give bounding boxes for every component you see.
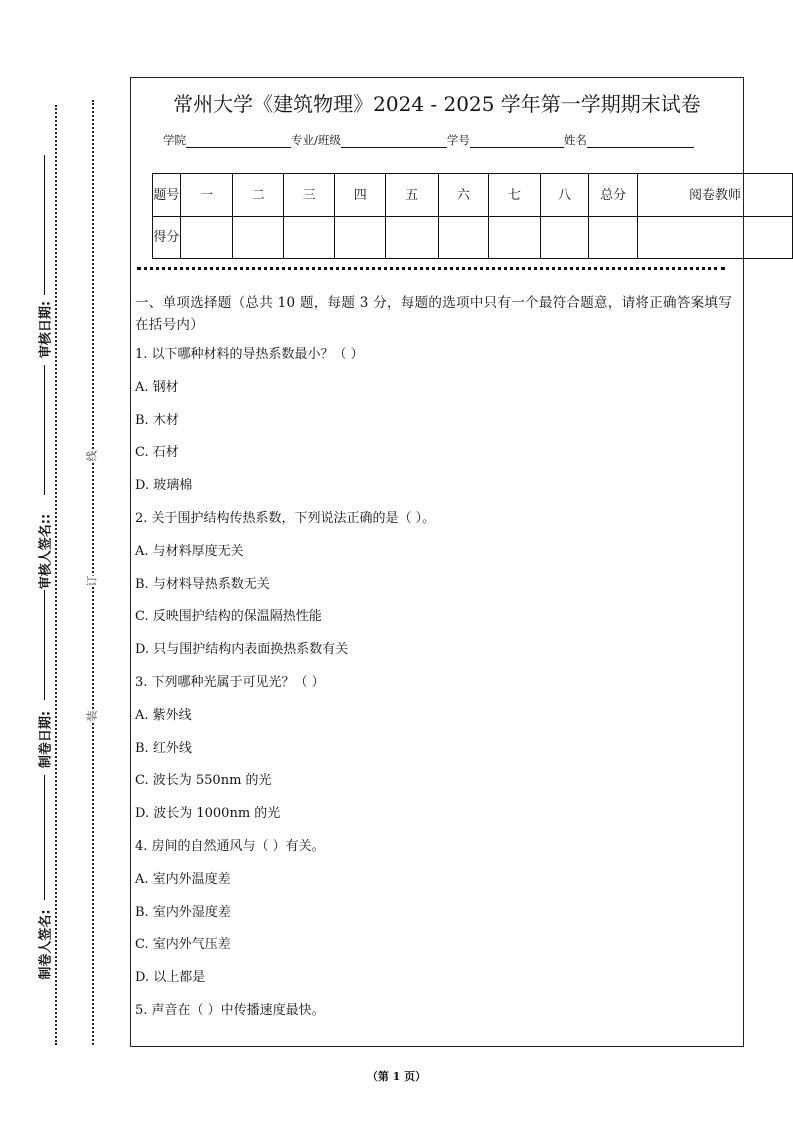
student-id-label: 学号 [446,133,470,147]
score-cell[interactable] [589,217,638,259]
college-label: 学院 [163,133,186,147]
header-cell: 六 [438,174,489,217]
review-date-label: 审核日期: [38,300,54,359]
row-label: 得分 [153,217,181,259]
question-item: 5. 声音在（ ）中传播速度最快。 [135,1002,325,1018]
student-id-field[interactable] [470,133,564,148]
major-label: 专业/班级 [291,133,341,147]
preparation-date-label: 制卷日期: [38,710,54,769]
binding-mark-staple: 订 [85,575,99,587]
answer-option: C. 反映围护结构的保温隔热性能 [135,609,322,625]
signature-underline [44,775,45,900]
header-cell: 题号 [153,174,181,217]
score-cell[interactable] [233,217,284,259]
binding-mark-line: 线 [85,450,99,462]
preparer-signature-label: 制卷人签名: [38,909,54,980]
student-info [163,132,694,148]
header-cell: 八 [540,174,589,217]
signature-underline [44,365,45,495]
question-list [135,344,735,1033]
signature-underline [44,155,45,295]
answer-option: C. 石材 [135,445,179,461]
question-item: 3. 下列哪种光属于可见光？（ ） [135,674,325,690]
signature-underline [44,590,45,700]
score-cell[interactable] [386,217,439,259]
answer-option: D. 玻璃棉 [135,478,193,494]
answer-option: D. 只与围护结构内表面换热系数有关 [135,642,349,658]
binding-mark-bind: 装 [85,710,99,722]
major-field[interactable] [341,133,447,148]
answer-option: A. 与材料厚度无关 [135,543,244,559]
margin-dotted-line [55,105,57,1045]
name-label: 姓名 [563,133,587,147]
answer-option: C. 波长为 550nm 的光 [135,773,272,789]
name-field[interactable] [587,133,694,148]
reviewer-signature-label: 审核人签名:: [38,513,54,590]
college-field[interactable] [186,133,291,148]
question-item: 1. 以下哪种材料的导热系数最小？（ ） [135,347,364,362]
score-cell[interactable] [637,217,792,259]
answer-option: C. 室内外气压差 [135,937,231,953]
section-heading: 一、单项选择题（总共 10 题，每题 3 分，每题的选项中只有一个最符合题意，请将正确答案填写在括号内） [135,295,733,333]
page-number: （第 1 页） [366,1070,427,1083]
score-cell[interactable] [283,217,335,259]
header-cell: 总分 [589,174,638,217]
answer-option: B. 与材料导热系数无关 [135,576,270,592]
exam-title: 常州大学《建筑物理》2024 - 2025 学年第一学期期末试卷 [173,92,701,116]
score-cell[interactable] [180,217,233,259]
answer-option: A. 紫外线 [135,707,192,723]
header-cell: 三 [283,174,335,217]
score-cell[interactable] [540,217,589,259]
header-cell: 七 [489,174,541,217]
header-cell: 四 [335,174,386,217]
score-cell[interactable] [335,217,386,259]
score-cell[interactable] [438,217,489,259]
question-item: 2. 关于围护结构传热系数，下列说法正确的是（ ）。 [135,510,436,526]
answer-option: B. 木材 [135,412,179,428]
header-cell: 阅卷教师 [637,174,792,217]
answer-option: B. 室内外湿度差 [135,904,231,920]
answer-option: B. 红外线 [135,740,192,756]
question-item: 4. 房间的自然通风与（ ）有关。 [135,838,325,854]
dotted-separator [137,267,725,270]
header-cell: 一 [180,174,233,217]
answer-option: D. 波长为 1000nm 的光 [135,806,281,822]
answer-option: A. 室内外温度差 [135,871,231,887]
score-table [152,173,793,259]
header-cell: 二 [233,174,284,217]
header-cell: 五 [386,174,439,217]
binding-dotted-line [92,100,94,1045]
answer-option: A. 钢材 [135,379,179,395]
answer-option: D. 以上都是 [135,970,206,986]
score-cell[interactable] [489,217,541,259]
